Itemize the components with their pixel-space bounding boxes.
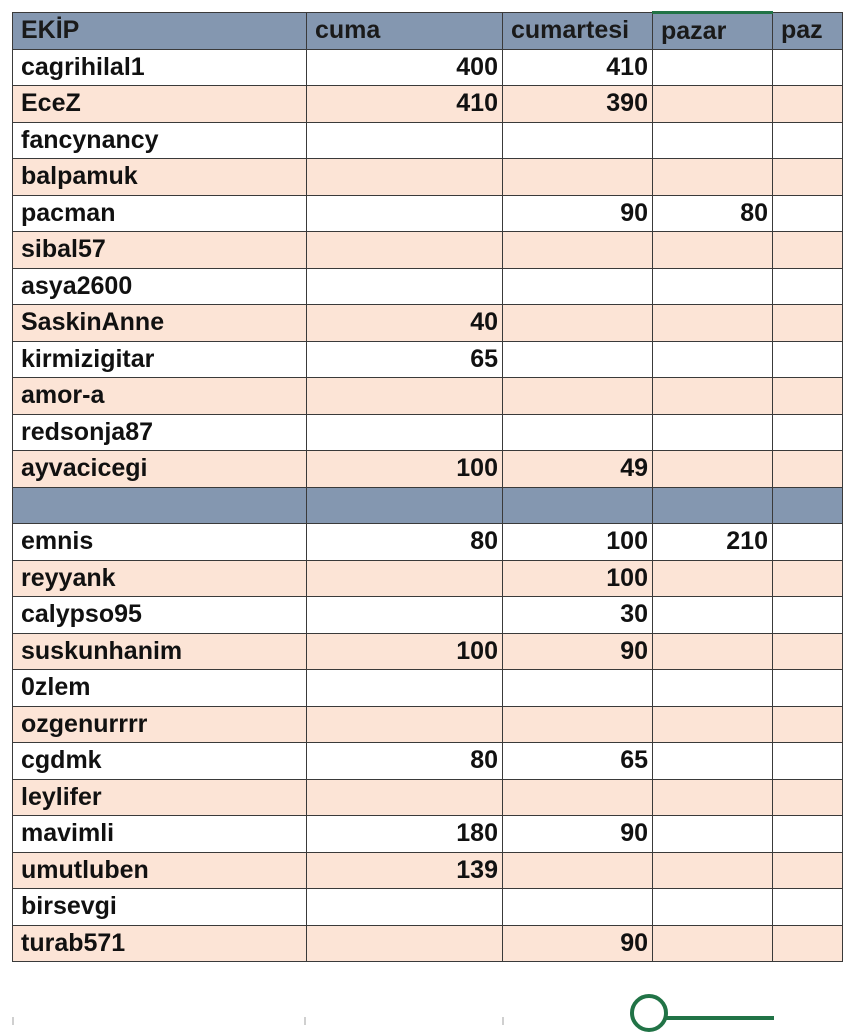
header-row — [13, 13, 843, 50]
cell-cuma[interactable] — [307, 706, 503, 743]
cell-name[interactable]: leylifer — [13, 779, 307, 816]
separator-cell[interactable] — [773, 487, 843, 524]
table-row — [13, 633, 843, 670]
table-row — [13, 743, 843, 780]
cell-cumartesi[interactable] — [503, 852, 653, 889]
cell-pazar[interactable] — [653, 706, 773, 743]
cell-cuma[interactable] — [307, 560, 503, 597]
cell-name[interactable]: emnis — [13, 524, 307, 561]
cell-name[interactable]: 0zlem — [13, 670, 307, 707]
cell-pazar[interactable] — [653, 743, 773, 780]
table-row — [13, 560, 843, 597]
table-row — [13, 852, 843, 889]
table-row — [13, 86, 843, 123]
cell-cumartesi[interactable]: 390 — [503, 86, 653, 123]
separator-cell[interactable] — [503, 487, 653, 524]
table-row — [13, 232, 843, 269]
cell-cuma[interactable] — [307, 122, 503, 159]
cell-pazar[interactable] — [653, 560, 773, 597]
cell-name[interactable]: mavimli — [13, 816, 307, 853]
gridline-tick — [304, 1017, 306, 1025]
cell-pazar[interactable] — [653, 779, 773, 816]
header-cell-pazar[interactable]: pazar — [653, 13, 773, 50]
separator-cell[interactable] — [653, 487, 773, 524]
cell-name[interactable]: pacman — [13, 195, 307, 232]
cell-cuma[interactable] — [307, 414, 503, 451]
table-row — [13, 816, 843, 853]
cell-paz[interactable] — [773, 925, 843, 962]
cell-pazar[interactable] — [653, 268, 773, 305]
cell-cuma[interactable]: 410 — [307, 86, 503, 123]
cell-pazar[interactable] — [653, 852, 773, 889]
cell-pazar[interactable] — [653, 378, 773, 415]
cell-name[interactable]: cgdmk — [13, 743, 307, 780]
cell-paz[interactable] — [773, 889, 843, 926]
cell-pazar[interactable] — [653, 232, 773, 269]
cell-name[interactable]: redsonja87 — [13, 414, 307, 451]
cell-cumartesi[interactable] — [503, 268, 653, 305]
table-row — [13, 670, 843, 707]
cell-paz[interactable] — [773, 451, 843, 488]
table-row — [13, 378, 843, 415]
cell-paz[interactable] — [773, 670, 843, 707]
cell-cuma[interactable]: 100 — [307, 633, 503, 670]
cell-name[interactable]: sibal57 — [13, 232, 307, 269]
cell-name[interactable]: EceZ — [13, 86, 307, 123]
table-row — [13, 925, 843, 962]
cell-paz[interactable] — [773, 195, 843, 232]
cell-pazar[interactable] — [653, 670, 773, 707]
separator-row — [13, 487, 843, 524]
table-row — [13, 889, 843, 926]
cell-cuma[interactable] — [307, 378, 503, 415]
cell-paz[interactable] — [773, 86, 843, 123]
cell-paz[interactable] — [773, 122, 843, 159]
cell-paz[interactable] — [773, 597, 843, 634]
cell-pazar[interactable] — [653, 49, 773, 86]
cell-cumartesi[interactable] — [503, 414, 653, 451]
cell-cumartesi[interactable] — [503, 122, 653, 159]
cell-cumartesi[interactable]: 90 — [503, 816, 653, 853]
cell-cuma[interactable]: 139 — [307, 852, 503, 889]
cell-paz[interactable] — [773, 305, 843, 342]
cell-name[interactable]: kirmizigitar — [13, 341, 307, 378]
cell-paz[interactable] — [773, 816, 843, 853]
cell-cuma[interactable] — [307, 925, 503, 962]
table-body — [13, 13, 843, 962]
table-row — [13, 451, 843, 488]
cell-pazar[interactable] — [653, 122, 773, 159]
cell-pazar[interactable] — [653, 597, 773, 634]
table-row — [13, 305, 843, 342]
cell-cumartesi[interactable] — [503, 305, 653, 342]
table-row — [13, 122, 843, 159]
cell-name[interactable]: ozgenurrrr — [13, 706, 307, 743]
cell-cuma[interactable] — [307, 159, 503, 196]
cell-cumartesi[interactable]: 410 — [503, 49, 653, 86]
cell-name[interactable]: suskunhanim — [13, 633, 307, 670]
cell-pazar[interactable]: 80 — [653, 195, 773, 232]
cell-cumartesi[interactable]: 100 — [503, 524, 653, 561]
cell-paz[interactable] — [773, 743, 843, 780]
cell-cumartesi[interactable] — [503, 670, 653, 707]
table-row — [13, 524, 843, 561]
cell-cumartesi[interactable]: 100 — [503, 560, 653, 597]
selection-fill-handle[interactable] — [630, 994, 668, 1032]
cell-cumartesi[interactable]: 90 — [503, 195, 653, 232]
separator-cell[interactable] — [13, 487, 307, 524]
table-row — [13, 159, 843, 196]
cell-cuma[interactable] — [307, 597, 503, 634]
cell-name[interactable]: ayvacicegi — [13, 451, 307, 488]
cell-name[interactable]: reyyank — [13, 560, 307, 597]
cell-pazar[interactable] — [653, 816, 773, 853]
cell-paz[interactable] — [773, 560, 843, 597]
cell-cumartesi[interactable]: 90 — [503, 925, 653, 962]
cell-name[interactable]: calypso95 — [13, 597, 307, 634]
cell-cuma[interactable] — [307, 268, 503, 305]
table-row — [13, 779, 843, 816]
cell-paz[interactable] — [773, 49, 843, 86]
cell-cuma[interactable]: 80 — [307, 524, 503, 561]
cell-name[interactable]: turab571 — [13, 925, 307, 962]
cell-paz[interactable] — [773, 268, 843, 305]
cell-cumartesi[interactable] — [503, 779, 653, 816]
table-row — [13, 341, 843, 378]
cell-pazar[interactable] — [653, 305, 773, 342]
header-cell-ekip[interactable]: EKİP — [13, 13, 307, 50]
cell-cuma[interactable]: 40 — [307, 305, 503, 342]
cell-cumartesi[interactable]: 30 — [503, 597, 653, 634]
cell-name[interactable]: SaskinAnne — [13, 305, 307, 342]
cell-cumartesi[interactable] — [503, 378, 653, 415]
cell-name[interactable]: asya2600 — [13, 268, 307, 305]
data-table — [12, 11, 843, 962]
cell-pazar[interactable]: 210 — [653, 524, 773, 561]
cell-name[interactable]: umutluben — [13, 852, 307, 889]
cell-cuma[interactable]: 80 — [307, 743, 503, 780]
table-row — [13, 414, 843, 451]
table-row — [13, 195, 843, 232]
table-row — [13, 706, 843, 743]
cell-name[interactable]: birsevgi — [13, 889, 307, 926]
cell-name[interactable]: balpamuk — [13, 159, 307, 196]
cell-pazar[interactable] — [653, 451, 773, 488]
cell-paz[interactable] — [773, 852, 843, 889]
cell-pazar[interactable] — [653, 633, 773, 670]
cell-cuma[interactable] — [307, 232, 503, 269]
cell-name[interactable]: cagrihilal1 — [13, 49, 307, 86]
header-cell-paz[interactable]: paz — [773, 13, 843, 50]
cell-paz[interactable] — [773, 232, 843, 269]
cell-cumartesi[interactable] — [503, 159, 653, 196]
cell-cuma[interactable]: 65 — [307, 341, 503, 378]
gridline-tick — [12, 1017, 14, 1025]
cell-cuma[interactable] — [307, 889, 503, 926]
cell-cumartesi[interactable] — [503, 341, 653, 378]
cell-paz[interactable] — [773, 633, 843, 670]
separator-cell[interactable] — [307, 487, 503, 524]
cell-name[interactable]: amor-a — [13, 378, 307, 415]
cell-cumartesi[interactable] — [503, 889, 653, 926]
cell-pazar[interactable] — [653, 414, 773, 451]
cell-cumartesi[interactable]: 90 — [503, 633, 653, 670]
cell-cumartesi[interactable] — [503, 706, 653, 743]
cell-cuma[interactable] — [307, 779, 503, 816]
cell-pazar[interactable] — [653, 86, 773, 123]
table-row — [13, 49, 843, 86]
cell-cuma[interactable] — [307, 670, 503, 707]
cell-paz[interactable] — [773, 779, 843, 816]
selection-border — [664, 1016, 774, 1020]
gridline-tick — [502, 1017, 504, 1025]
table-row — [13, 597, 843, 634]
table-row — [13, 268, 843, 305]
cell-pazar[interactable] — [653, 925, 773, 962]
cell-cuma[interactable]: 100 — [307, 451, 503, 488]
cell-paz[interactable] — [773, 706, 843, 743]
cell-cuma[interactable] — [307, 195, 503, 232]
cell-paz[interactable] — [773, 414, 843, 451]
cell-pazar[interactable] — [653, 889, 773, 926]
header-cell-cumartesi[interactable]: cumartesi — [503, 13, 653, 50]
cell-cuma[interactable]: 400 — [307, 49, 503, 86]
cell-pazar[interactable] — [653, 341, 773, 378]
cell-cumartesi[interactable] — [503, 232, 653, 269]
cell-cumartesi[interactable]: 49 — [503, 451, 653, 488]
cell-pazar[interactable] — [653, 159, 773, 196]
cell-paz[interactable] — [773, 524, 843, 561]
cell-paz[interactable] — [773, 159, 843, 196]
cell-cuma[interactable]: 180 — [307, 816, 503, 853]
header-cell-cuma[interactable]: cuma — [307, 13, 503, 50]
cell-paz[interactable] — [773, 378, 843, 415]
cell-paz[interactable] — [773, 341, 843, 378]
cell-name[interactable]: fancynancy — [13, 122, 307, 159]
cell-cumartesi[interactable]: 65 — [503, 743, 653, 780]
